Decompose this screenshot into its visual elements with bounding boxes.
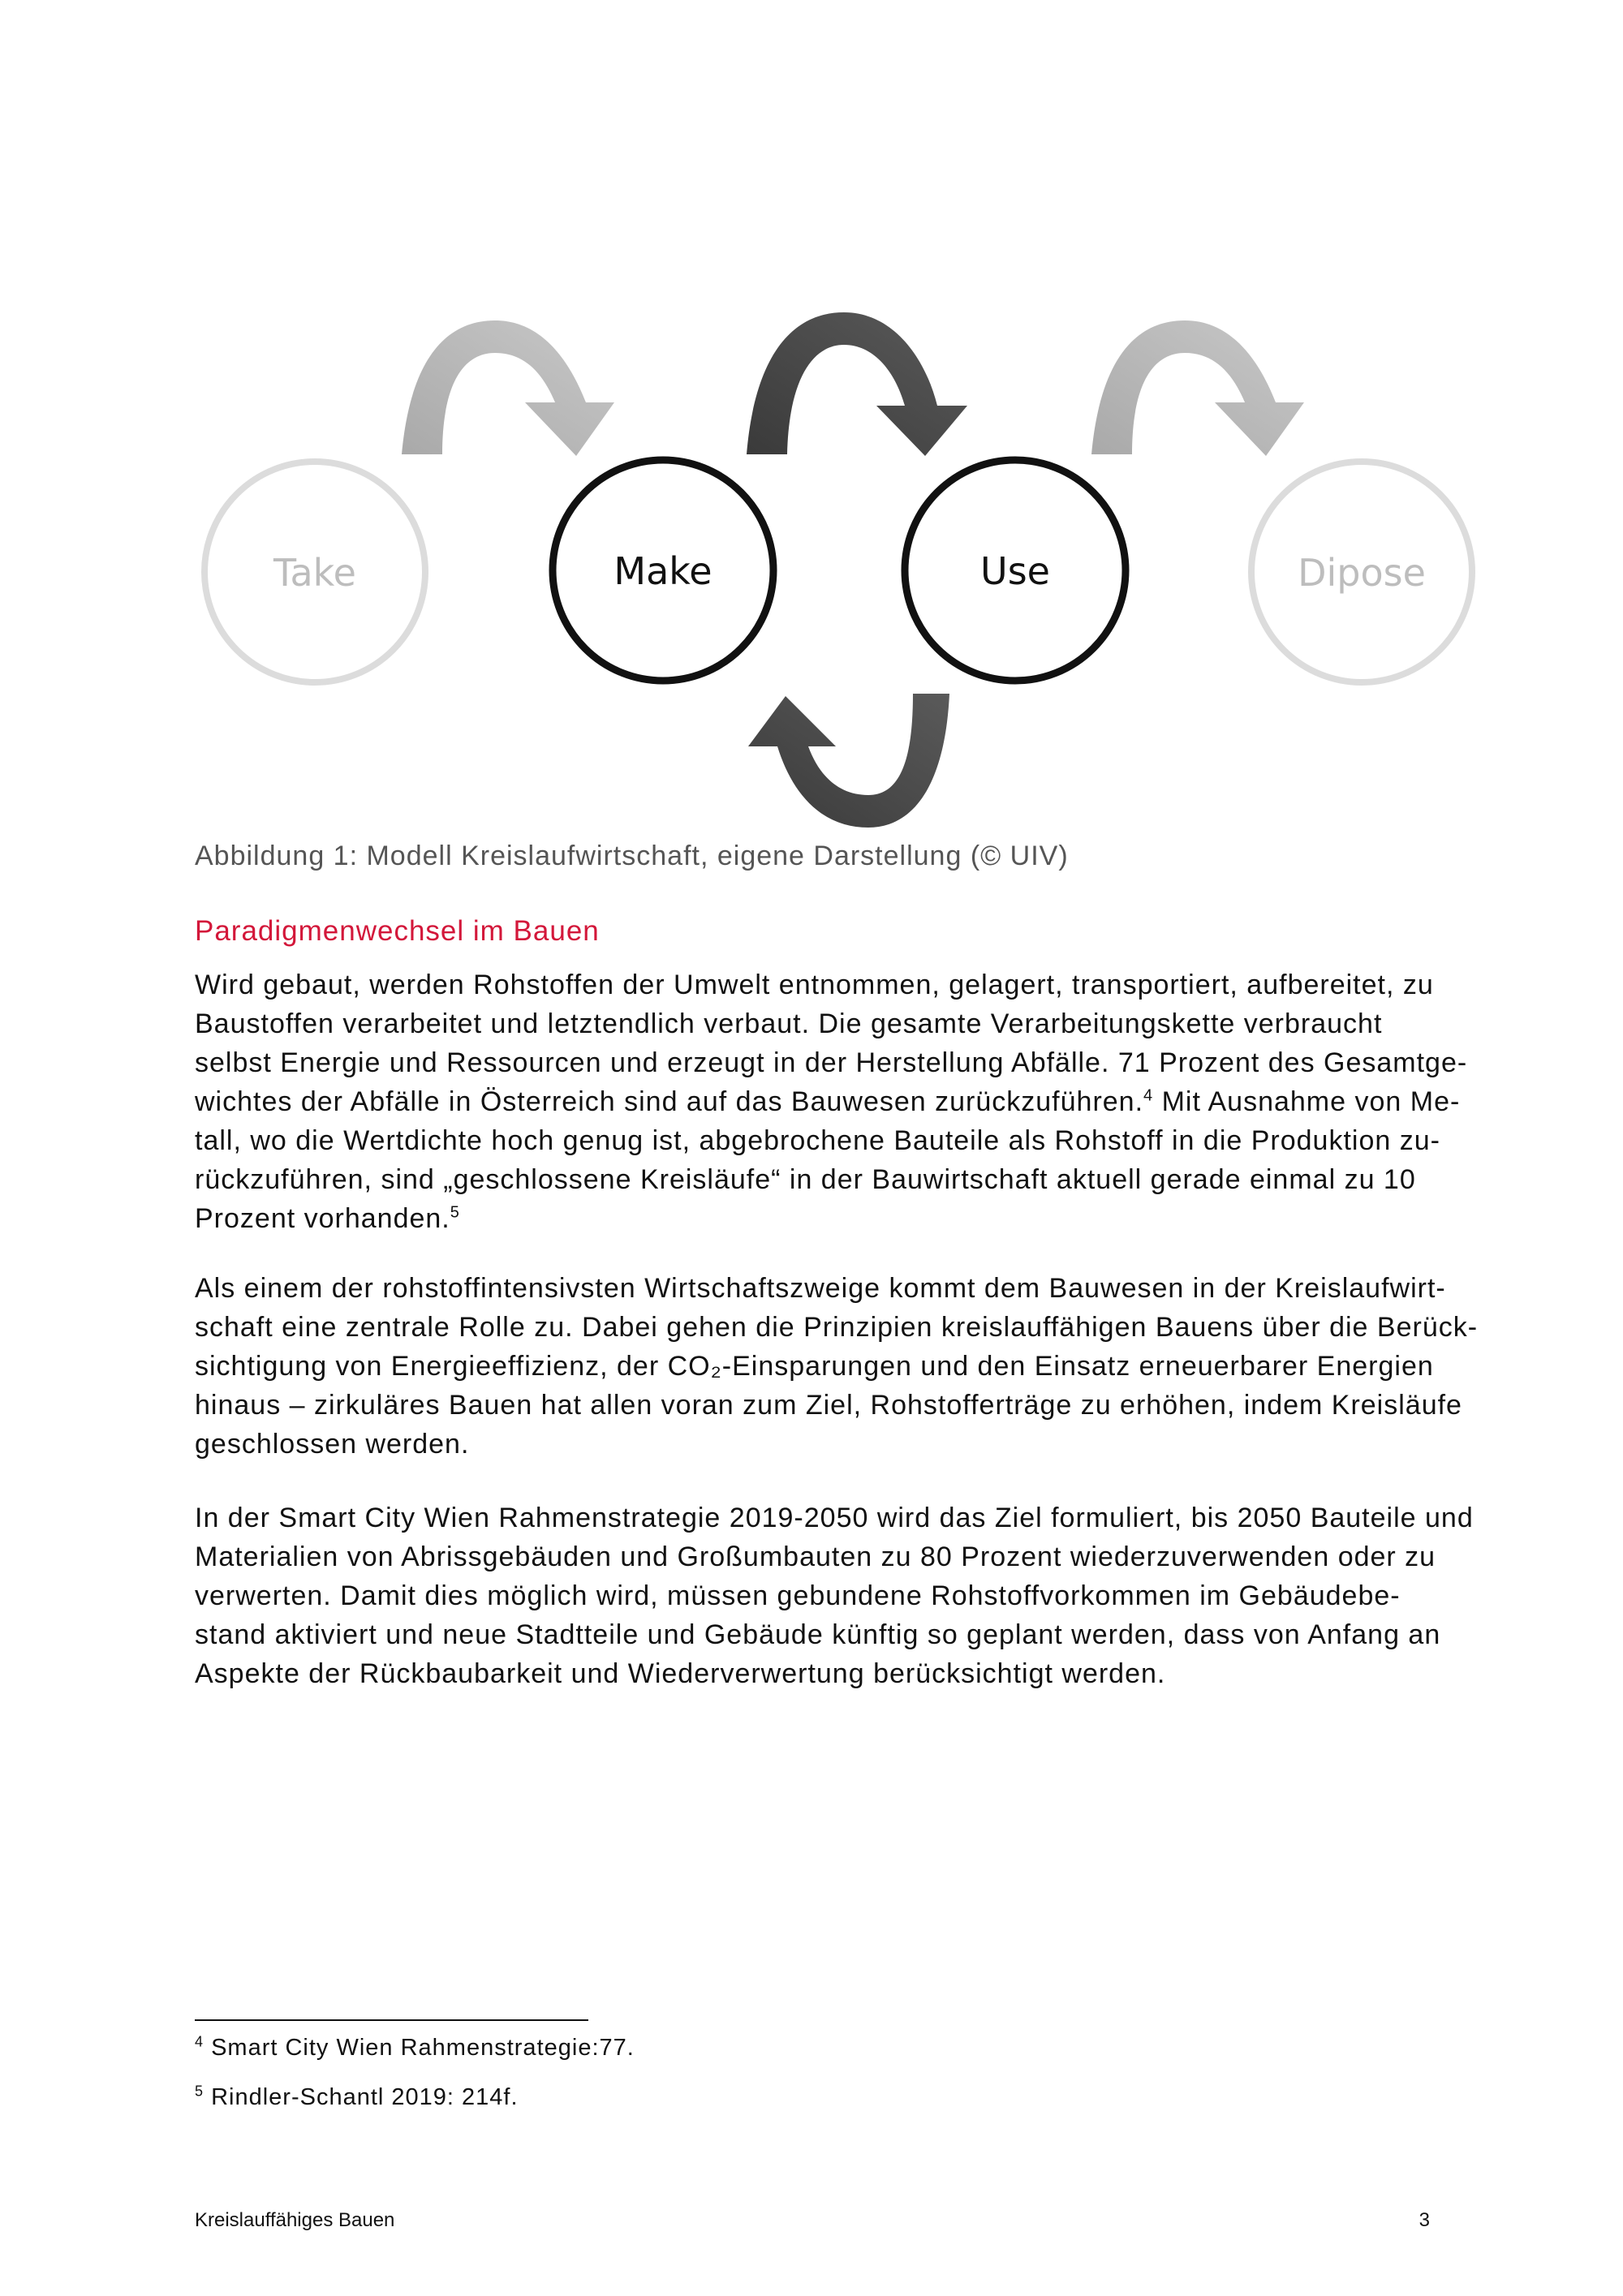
footnote-ref-5[interactable]: 5 (450, 1203, 460, 1222)
arrow-use-to-dispose (1091, 320, 1304, 456)
node-dispose-label: Dipose (1298, 551, 1426, 595)
paragraph (195, 965, 1468, 1238)
footnote-number: 5 (195, 2083, 204, 2100)
node-make (553, 460, 773, 681)
footnote (195, 2035, 635, 2062)
footnote-ref-4[interactable]: 4 (1143, 1086, 1154, 1105)
text-line: rückzuführen, sind „geschlossene Kreisläufe“ in der Bauwirtschaft aktuell gerade einmal zu 10 (195, 1164, 1416, 1195)
footnote-text: Smart City Wien Rahmenstrategie:77. (211, 2035, 635, 2061)
footnote-divider (195, 2019, 588, 2021)
node-make-label: Make (613, 549, 712, 593)
text-segment: Mit Ausnahme von Me- (1153, 1086, 1461, 1117)
text-line: tall, wo die Wertdichte hoch genug ist, abgebrochene Bauteile als Rohstoff in die Produktion zu- (195, 1125, 1440, 1156)
node-take-label: Take (273, 551, 356, 595)
text-line: hinaus – zirkuläres Bauen hat allen voran zum Ziel, Rohstofferträge zu erhöhen, indem Kreisläufe (195, 1390, 1462, 1421)
circular-economy-diagram (162, 292, 1493, 844)
text-line: Wird gebaut, werden Rohstoffen der Umwelt entnommen, gelagert, transportiert, aufbereitet, zu (195, 970, 1434, 1000)
page-number: 3 (1419, 2209, 1430, 2231)
text-segment: Prozent vorhanden. (195, 1203, 450, 1234)
text-line: geschlossen werden. (195, 1429, 470, 1460)
text-line (195, 1199, 1432, 1238)
text-line (195, 1082, 1461, 1121)
text-line: Materialien von Abrissgebäuden und Großumbauten zu 80 Prozent wiederzuverwenden oder zu (195, 1541, 1436, 1572)
footnote-text: Rindler-Schantl 2019: 214f. (211, 2084, 519, 2110)
section-heading: Paradigmenwechsel im Bauen (195, 915, 600, 947)
paragraph (195, 1498, 1474, 1693)
text-segment: wichtes der Abfälle in Österreich sind auf das Bauwesen zurückzuführen. (195, 1086, 1144, 1117)
node-use (905, 460, 1126, 681)
text-line: Als einem der rohstoffintensivsten Wirtschaftszweige kommt dem Bauwesen in der Kreislaufwirt- (195, 1273, 1446, 1304)
paragraph (195, 1269, 1479, 1464)
node-take (204, 462, 425, 682)
footnote-number: 4 (195, 2033, 204, 2050)
text-line: In der Smart City Wien Rahmenstrategie 2019-2050 wird das Ziel formuliert, bis 2050 Bauteile und (195, 1503, 1474, 1533)
arrow-make-to-use (747, 312, 967, 456)
arrow-take-to-make (402, 320, 614, 456)
figure-caption: Abbildung 1: Modell Kreislaufwirtschaft, eigene Darstellung (© UIV) (195, 841, 1069, 871)
text-line: sichtigung von Energieeffizienz, der CO₂-Einsparungen und den Einsatz erneuerbarer Energien (195, 1351, 1434, 1382)
footer-title: Kreislauffähiges Bauen (195, 2209, 395, 2231)
node-use-label: Use (980, 549, 1050, 593)
arrow-use-back-to-make (748, 694, 949, 828)
text-line: selbst Energie und Ressourcen und erzeugt in der Herstellung Abfälle. 71 Prozent des Gesamtge- (195, 1047, 1468, 1078)
text-line: stand aktiviert und neue Stadtteile und Gebäude künftig so geplant werden, dass von Anfang an (195, 1619, 1441, 1650)
footnote (195, 2084, 519, 2111)
node-dispose (1251, 462, 1472, 682)
text-line: schaft eine zentrale Rolle zu. Dabei gehen die Prinzipien kreislauffähigen Bauens über die Berück- (195, 1312, 1479, 1343)
text-line: verwerten. Damit dies möglich wird, müssen gebundene Rohstoffvorkommen im Gebäudebe- (195, 1580, 1401, 1611)
text-line: Baustoffen verarbeitet und letztendlich verbaut. Die gesamte Verarbeitungskette verbraucht (195, 1008, 1383, 1039)
text-line: Aspekte der Rückbaubarkeit und Wiederverwertung berücksichtigt werden. (195, 1658, 1166, 1689)
